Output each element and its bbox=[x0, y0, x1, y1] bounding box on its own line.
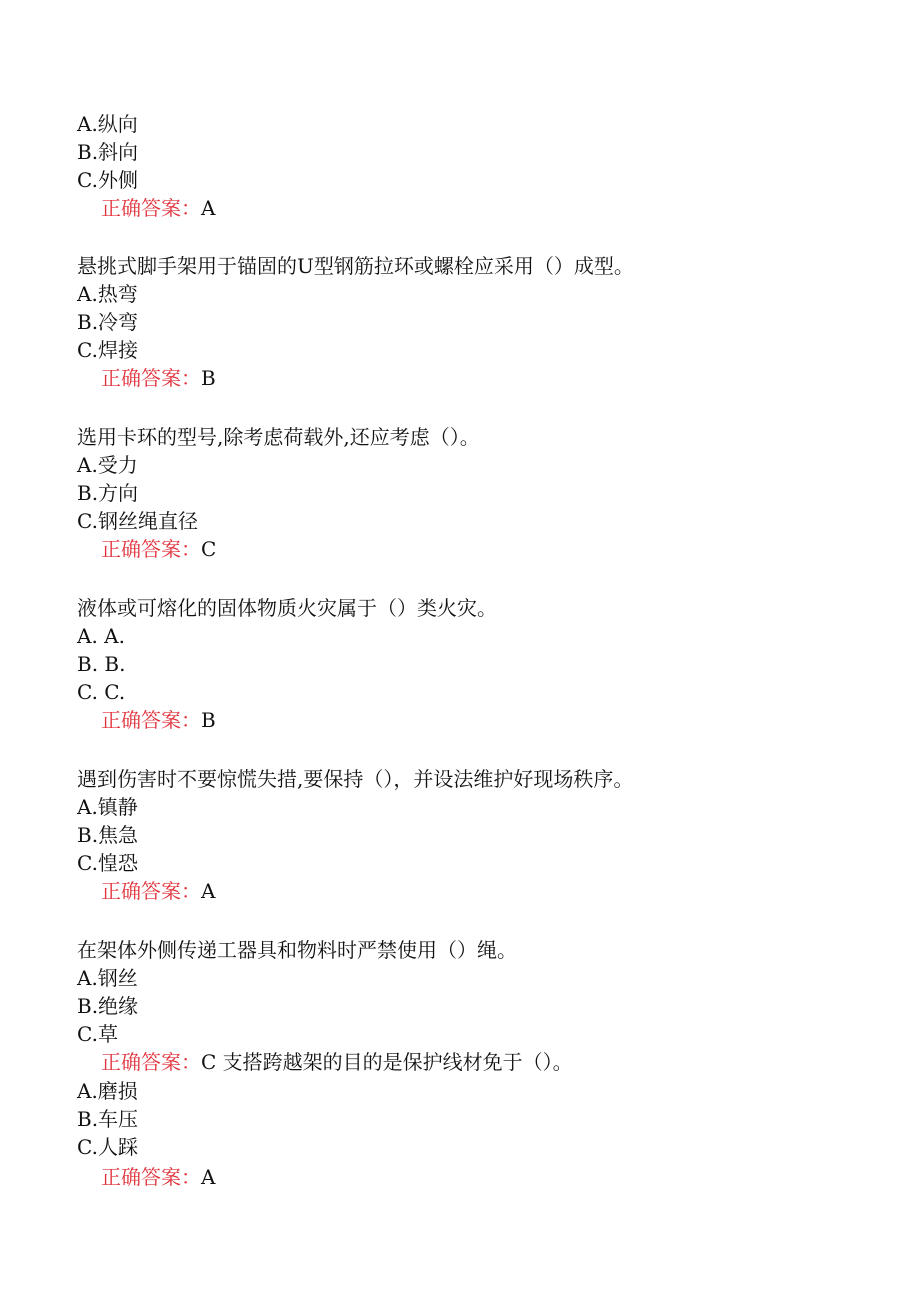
option-b: B.方向 bbox=[77, 481, 139, 505]
option-c: C.外侧 bbox=[77, 168, 138, 192]
question-text: 选用卡环的型号,除考虑荷载外,还应考虑（）。 bbox=[77, 425, 480, 449]
answer-label: 正确答案： bbox=[101, 537, 201, 561]
answer-value: A bbox=[201, 1165, 216, 1189]
answer-value: C 支搭跨越架的目的是保护线材免于（）。 bbox=[201, 1050, 573, 1074]
correct-answer bbox=[101, 364, 216, 392]
option-a: A.镇静 bbox=[77, 795, 138, 819]
option-b: B.绝缘 bbox=[77, 994, 139, 1018]
question-text: 在架体外侧传递工器具和物料时严禁使用（）绳。 bbox=[77, 938, 517, 962]
option-a: A.受力 bbox=[77, 453, 138, 477]
option-c: C.钢丝绳直径 bbox=[77, 509, 198, 533]
answer-value: C bbox=[201, 537, 217, 561]
option-c: C.草 bbox=[77, 1022, 118, 1046]
correct-answer bbox=[101, 535, 216, 563]
correct-answer bbox=[101, 877, 215, 905]
answer-value: A bbox=[201, 196, 216, 220]
option-c: C.焊接 bbox=[77, 338, 138, 362]
answer-label: 正确答案： bbox=[101, 879, 201, 903]
question-text: 液体或可熔化的固体物质火灾属于（）类火灾。 bbox=[77, 596, 497, 620]
answer-value: B bbox=[201, 366, 216, 390]
answer-label: 正确答案： bbox=[101, 1050, 201, 1074]
option-a: A.钢丝 bbox=[77, 966, 138, 990]
correct-answer bbox=[101, 194, 215, 222]
question-text: 悬挑式脚手架用于锚固的U型钢筋拉环或螺栓应采用（）成型。 bbox=[77, 254, 634, 278]
option-c: C.人踩 bbox=[77, 1135, 138, 1159]
answer-value: A bbox=[201, 879, 216, 903]
answer-label: 正确答案： bbox=[101, 708, 201, 732]
option-a: A.磨损 bbox=[77, 1079, 138, 1103]
answer-label: 正确答案： bbox=[101, 366, 201, 390]
correct-answer bbox=[101, 1048, 573, 1076]
answer-value: B bbox=[201, 708, 216, 732]
correct-answer bbox=[101, 706, 216, 734]
option-b: B.冷弯 bbox=[77, 310, 139, 334]
option-b: B. B. bbox=[77, 652, 126, 676]
option-c: C. C. bbox=[77, 680, 126, 704]
option-a: A.热弯 bbox=[77, 282, 138, 306]
option-c: C.惶恐 bbox=[77, 851, 138, 875]
option-b: B.斜向 bbox=[77, 140, 139, 164]
question-text: 遇到伤害时不要惊慌失措,要保持（），并设法维护好现场秩序。 bbox=[77, 767, 634, 791]
answer-label: 正确答案： bbox=[101, 1165, 201, 1189]
option-a: A. A. bbox=[77, 624, 125, 648]
option-a: A.纵向 bbox=[77, 112, 138, 136]
option-b: B.车压 bbox=[77, 1107, 139, 1131]
answer-label: 正确答案： bbox=[101, 196, 201, 220]
correct-answer bbox=[101, 1163, 215, 1191]
option-b: B.焦急 bbox=[77, 823, 139, 847]
